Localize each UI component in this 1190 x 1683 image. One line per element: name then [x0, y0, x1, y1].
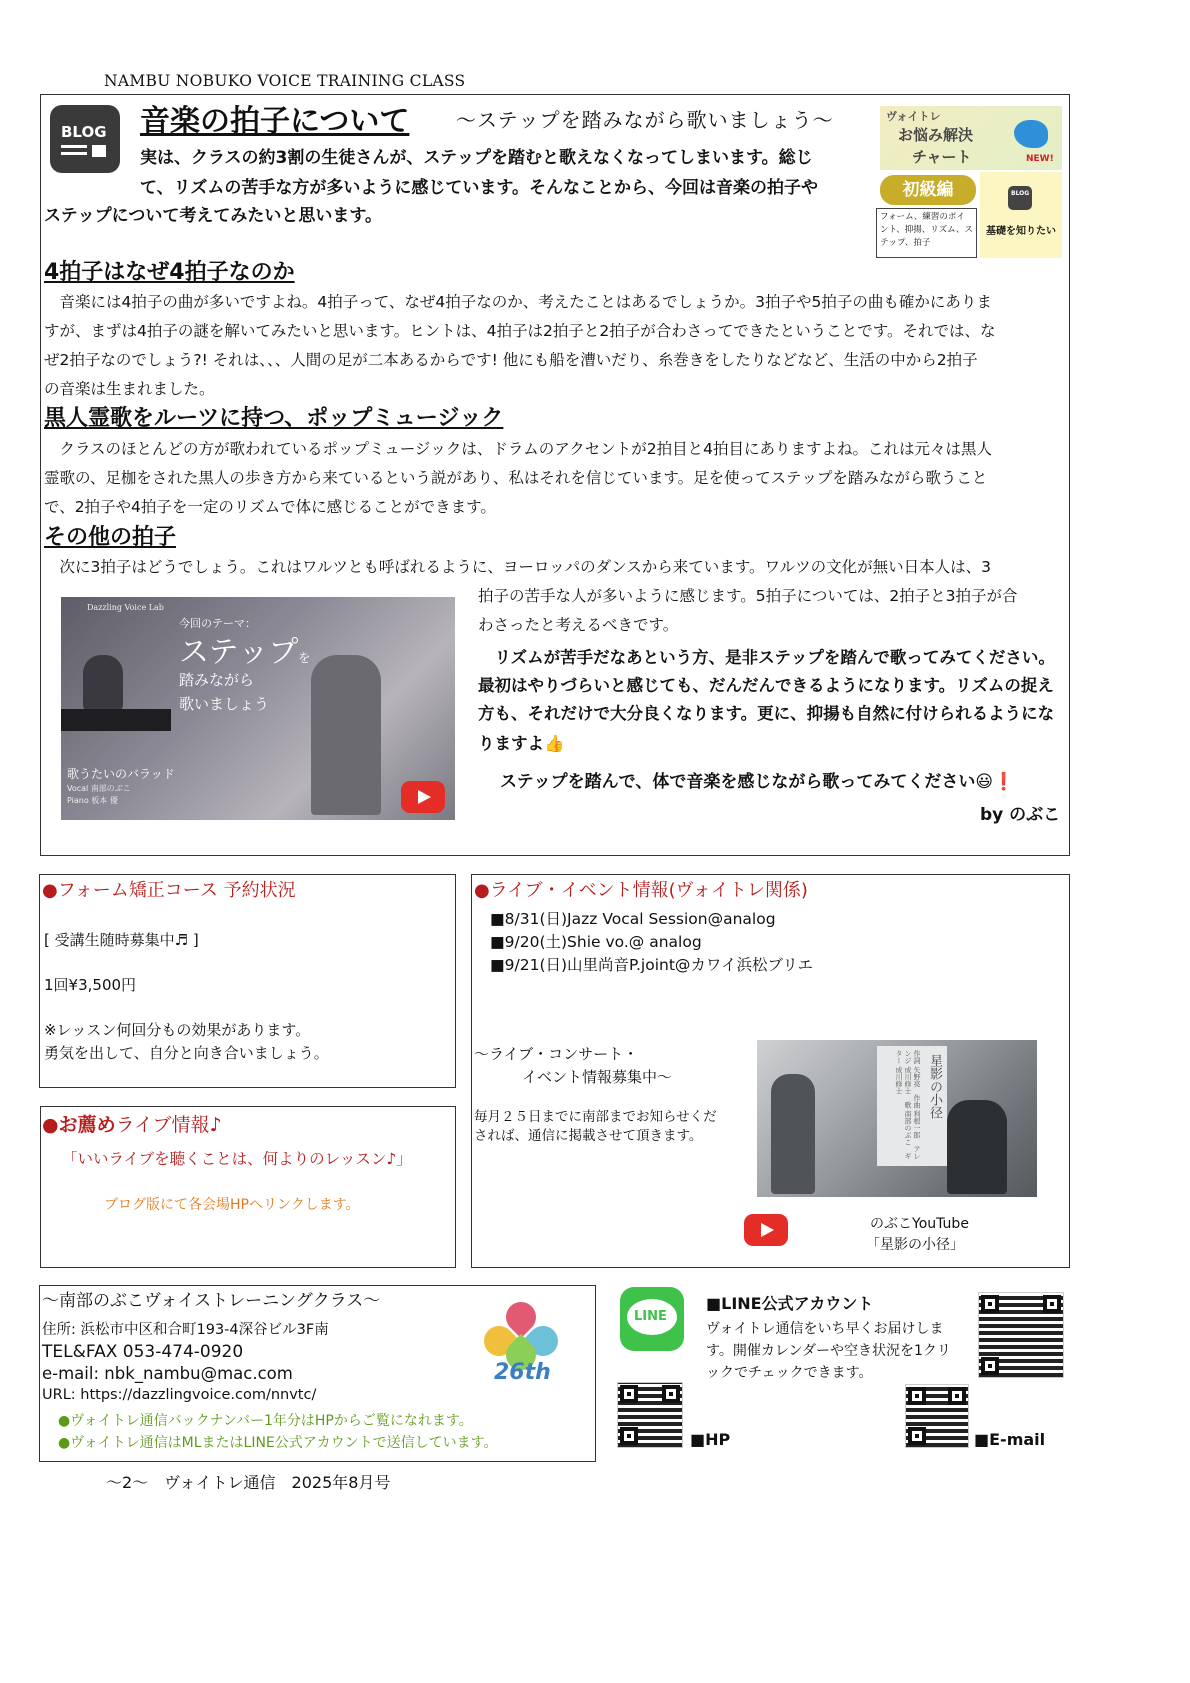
worries-chart-badge[interactable] — [880, 106, 1062, 170]
video-title-line-2: 踏みながら — [179, 671, 255, 689]
video-brand: Dazzling Voice Lab — [87, 603, 164, 612]
section-4beat-line-3: ぜ2拍子なのでしょう?! それは、、、人間の足が二本あるからです! 他にも船を漕いだり、糸巻きをしたりなどなど、生活の中から2拍子 — [44, 351, 978, 369]
photo-banner-title: 星影の小径 — [927, 1054, 942, 1119]
article-subtitle: 〜ステップを踏みながら歌いましょう〜 — [456, 108, 834, 132]
mini-blog-icon — [1008, 186, 1032, 210]
intro-line-2: て、リズムの苦手な方が多いように感じています。そんなことから、今回は音楽の拍子や — [140, 178, 818, 198]
new-tag: NEW! — [1026, 154, 1054, 164]
youtube-play-icon[interactable] — [401, 781, 445, 813]
guitarist-figure — [947, 1100, 1007, 1194]
section-pop-line-3: で、2拍子や4拍子を一定のリズムで体に感じることができます。 — [44, 498, 496, 516]
badge-line-2: お悩み解決 — [898, 126, 974, 144]
live-notice: 毎月２５日までに南部までお知らせくだされば、通信に掲載させて頂きます。 — [474, 1109, 717, 1144]
line-icon[interactable] — [620, 1287, 684, 1351]
section-pop-line-1: クラスのほとんどの方が歌われているポップミュージックは、ドラムのアクセントが2拍目と4拍目にありますよね。これは元々は黒人 — [44, 440, 993, 458]
footer-issue: 〜2〜 ヴォイトレ通信 2025年8月号 — [106, 1473, 391, 1492]
concert-photo[interactable] — [757, 1040, 1037, 1197]
closing-line: ステップを踏んで、体で音楽を感じながら歌ってみてください😃❗ — [500, 772, 1015, 792]
line-text: ヴォイトレ通信をいち早くお届けします。開催カレンダーや空き状況を1クリックでチェックできます。 — [706, 1321, 951, 1381]
section-4beat-line-1: 音楽には4拍子の曲が多いですよね。4拍子って、なぜ4拍子なのか、考えたことはあるでしょうか。3拍子や5拍子の曲も確かにありま — [44, 293, 992, 311]
badge-line-1: ヴォイトレ — [886, 110, 941, 123]
section-other-bold-2: 最初はやりづらいと感じても、だんだんできるようになります。リズムの捉え — [478, 676, 1054, 695]
recommend-live-title — [42, 1110, 222, 1137]
intro-line-1: 実は、クラスの約3割の生徒さんが、ステップを踏むと歌えなくなってしまいます。総じ — [140, 148, 813, 168]
line-title: ■LINE公式アカウント — [706, 1294, 874, 1313]
section-heading-pop: 黒人霊歌をルーツに持つ、ポップミュージック — [44, 406, 504, 431]
form-course-note-2: 勇気を出して、自分と向き合いましょう。 — [44, 1044, 329, 1062]
live-recruit-1: 〜ライブ・コンサート・ — [474, 1045, 639, 1063]
badge-topics-box — [876, 208, 977, 258]
anniversary-heart-logo — [484, 1302, 564, 1388]
section-other-side-2: わさったと考えるべきです。 — [478, 616, 679, 634]
intro-line-3: ステップについて考えてみたいと思います。 — [44, 206, 382, 226]
youtube-caption-2: 「星影の小径」 — [866, 1237, 964, 1253]
form-course-price: 1回¥3,500円 — [44, 976, 137, 994]
live-events-title: ●ライブ・イベント情報(ヴォイトレ関係) — [474, 880, 808, 901]
video-title-line-3: 歌いましょう — [179, 695, 270, 713]
singer-figure-2 — [771, 1074, 815, 1194]
recommend-live-quote: 「いいライブを聴くことは、何よりのレッスン♪」 — [62, 1150, 412, 1168]
section-other-bold-4: りますよ👍 — [478, 734, 565, 753]
pianist-figure — [83, 655, 123, 711]
youtube-caption-1: のぶこYouTube — [870, 1216, 969, 1232]
badge-line-3: チャート — [912, 148, 972, 166]
email-label: ■E-mail — [974, 1430, 1046, 1449]
class-name-header: NAMBU NOBUKO VOICE TRAINING CLASS — [104, 72, 466, 90]
mini-blog-label: BLOG — [1011, 190, 1030, 197]
section-heading-other: その他の拍子 — [44, 525, 177, 550]
live-event-2[interactable]: ■9/20(土)Shie vo.@ analog — [490, 933, 702, 951]
line-qr-code[interactable] — [978, 1292, 1064, 1378]
form-course-note-1: ※レッスン何回分もの効果があります。 — [44, 1021, 311, 1039]
bird-icon — [1014, 120, 1048, 148]
live-recruit-2: イベント情報募集中〜 — [522, 1068, 673, 1086]
video-theme-label: 今回のテーマ： — [179, 617, 256, 630]
section-other-side-1: 拍子の苦手な人が多いように感じます。5拍子については、2拍子と3拍子が合 — [478, 587, 1018, 605]
blog-icon-label: BLOG — [61, 123, 107, 141]
video-credit-2: Piano 板本 優 — [67, 796, 118, 805]
signature: by のぶこ — [980, 805, 1061, 825]
section-pop-line-2: 霊歌の、足枷をされた黒人の歩き方から来ているという説があり、私はそれを信じています。足を使ってステップを踏みながら歌うこと — [44, 469, 988, 487]
video-title-big: ステップ — [179, 635, 299, 670]
contact-note-2: ●ヴォイトレ通信はMLまたはLINE公式アカウントで送信しています。 — [58, 1435, 498, 1451]
hp-label: ■HP — [690, 1430, 731, 1449]
form-course-recruit: [ 受講生随時募集中♬ ] — [44, 931, 199, 949]
basics-box — [980, 172, 1062, 258]
youtube-icon[interactable] — [744, 1214, 788, 1246]
photo-banner-credits: 作詞 矢野亮 作曲 利根一郎 アレンジ 成川修士 歌 南部のぶこ ギター 成川修士 — [895, 1050, 921, 1160]
email-qr-code[interactable] — [905, 1384, 969, 1448]
section-heading-4beat: 4拍子はなぜ4拍子なのか — [44, 260, 295, 285]
video-title-particle: を — [298, 651, 311, 665]
live-event-1[interactable]: ■8/31(日)Jazz Vocal Session@analog — [490, 910, 776, 928]
badge-topics: フォーム、練習のポイント、抑揚、リズム、ステップ、拍子 — [880, 212, 973, 248]
line-icon-label: LINE — [634, 1309, 667, 1324]
article-title: 音楽の拍子について — [140, 104, 410, 139]
section-other-bold-3: 方も、それだけで大分良くなります。更に、抑揚も自然に付けられるようにな — [478, 704, 1055, 723]
piano-figure — [61, 709, 171, 731]
live-event-3[interactable]: ■9/21(日)山里尚音P.joint@カワイ浜松ブリエ — [490, 956, 814, 974]
video-thumbnail[interactable] — [61, 597, 455, 820]
beginner-level-tag: 初級編 — [880, 175, 976, 205]
contact-note-1: ●ヴォイトレ通信バックナンバー1年分はHPからご覧になれます。 — [58, 1413, 473, 1429]
recommend-live-note: ブログ版にて各会場HPへリンクします。 — [104, 1197, 360, 1213]
singer-figure — [311, 655, 381, 815]
video-song-title: 歌うたいのバラッド — [67, 767, 175, 781]
blog-icon — [50, 105, 120, 173]
section-other-bold-1: リズムが苦手だなあという方、是非ステップを踏んで歌ってみてください。 — [478, 648, 1055, 667]
hp-qr-code[interactable] — [617, 1382, 683, 1448]
basics-label: 基礎を知りたい — [986, 226, 1056, 237]
anniversary-text: 26th — [494, 1360, 551, 1385]
recommend-title-a: ●お薦め — [42, 1114, 116, 1136]
section-4beat-line-4: の音楽は生まれました。 — [44, 380, 215, 398]
contact-tel: TEL&FAX 053-474-0920 — [42, 1342, 244, 1362]
form-course-title: ●フォーム矯正コース 予約状況 — [42, 880, 296, 901]
recommend-title-b: ライブ情報♪ — [115, 1114, 222, 1136]
section-other-line-1: 次に3拍子はどうでしょう。これはワルツとも呼ばれるように、ヨーロッパのダンスから来ています。ワルツの文化が無い日本人は、3 — [44, 558, 991, 576]
contact-email[interactable]: e-mail: nbk_nambu@mac.com — [42, 1364, 293, 1383]
video-credit-1: Vocal 南部のぶこ — [67, 784, 131, 793]
contact-name: 〜南部のぶこヴォイストレーニングクラス〜 — [42, 1291, 381, 1311]
contact-address: 住所: 浜松市中区和合町193-4深谷ビル3F南 — [42, 1322, 329, 1338]
contact-url[interactable]: URL: https://dazzlingvoice.com/nnvtc/ — [42, 1387, 317, 1403]
section-4beat-line-2: すが、まずは4拍子の謎を解いてみたいと思います。ヒントは、4拍子は2拍子と2拍子が合わさってできたということです。それでは、な — [44, 322, 996, 340]
